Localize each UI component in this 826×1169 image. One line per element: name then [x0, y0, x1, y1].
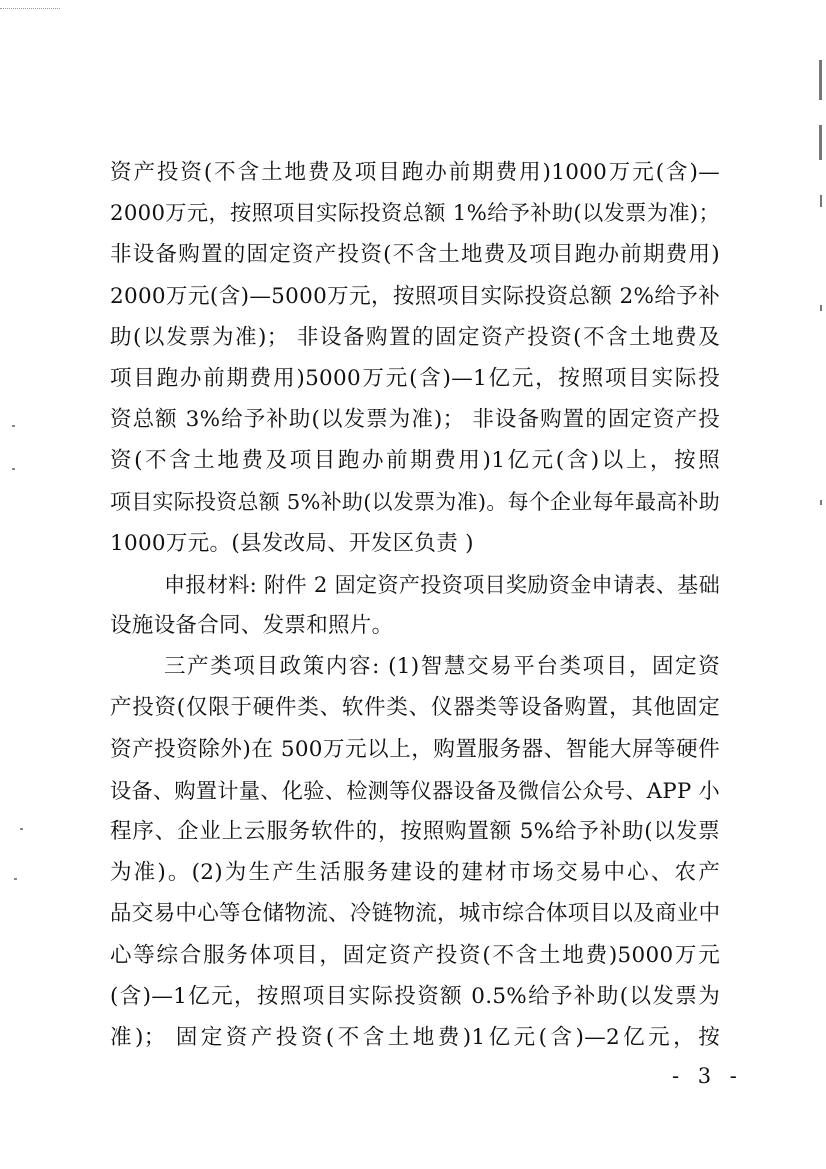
text-line: 助(以发票为准)； 非设备购置的固定资产投资(不含土地费及 [110, 324, 720, 350]
scan-artifact-top [0, 8, 60, 11]
text-line: 资产投资除外)在 500万元以上，购置服务器、智能大屏等硬件 [110, 736, 720, 762]
page-number: - 3 - [672, 1064, 743, 1088]
text-line: 申报材料: 附件 2 固定资产投资项目奖励资金申请表、基础 [164, 571, 720, 597]
text-line: 设施设备合同、发票和照片。 [110, 613, 394, 639]
text-line: 1000万元。(县发改局、开发区负责 ) [110, 530, 474, 556]
text-line: 心等综合服务体项目，固定资产投资(不含土地费)5000万元 [110, 942, 720, 968]
text-line: 准)； 固定资产投资(不含土地费)1亿元(含)—2亿元，按 [110, 1024, 720, 1050]
scan-speck [20, 828, 23, 830]
text-line: 项目实际投资总额 5%补助(以发票为准)。每个企业每年最高补助 [110, 489, 720, 514]
scan-artifact-edge [812, 0, 824, 1169]
text-line: 程序、企业上云服务软件的，按照购置额 5%给予补助(以发票 [110, 819, 720, 844]
text-line: (含)—1亿元，按照项目实际投资额 0.5%给予补助(以发票为 [110, 983, 720, 1009]
text-line: 资产投资(不含土地费及项目跑办前期费用)1000万元(含)— [110, 160, 720, 185]
text-line: 产投资(仅限于硬件类、软件类、仪器类等设备购置，其他固定 [110, 695, 720, 721]
text-line: 非设备购置的固定资产投资(不含土地费及项目跑办前期费用) [110, 242, 720, 268]
text-line: 三产类项目政策内容: (1)智慧交易平台类项目，固定资 [164, 654, 720, 680]
text-line: 资(不含土地费及项目跑办前期费用)1亿元(含)以上，按照 [110, 448, 720, 474]
text-line: 设备、购置计量、化验、检测等仪器设备及微信公众号、APP 小 [110, 777, 720, 803]
text-line: 资总额 3%给予补助(以发票为准)； 非设备购置的固定资产投 [110, 407, 720, 433]
text-line: 为准)。(2)为生产生活服务建设的建材市场交易中心、农产 [110, 860, 720, 886]
text-line: 项目跑办前期费用)5000万元(含)—1亿元，按照项目实际投 [110, 365, 720, 391]
scan-speck [12, 468, 15, 470]
text-line: 2000万元(含)—5000万元，按照项目实际投资总额 2%给予补 [110, 283, 720, 309]
text-line: 品交易中心等仓储物流、冷链物流，城市综合体项目以及商业中 [110, 901, 721, 927]
body-text [110, 152, 720, 1058]
text-line: 2000万元，按照项目实际投资总额 1%给予补助(以发票为准)； [110, 201, 720, 227]
scan-speck [14, 878, 17, 880]
scan-speck [12, 425, 15, 427]
